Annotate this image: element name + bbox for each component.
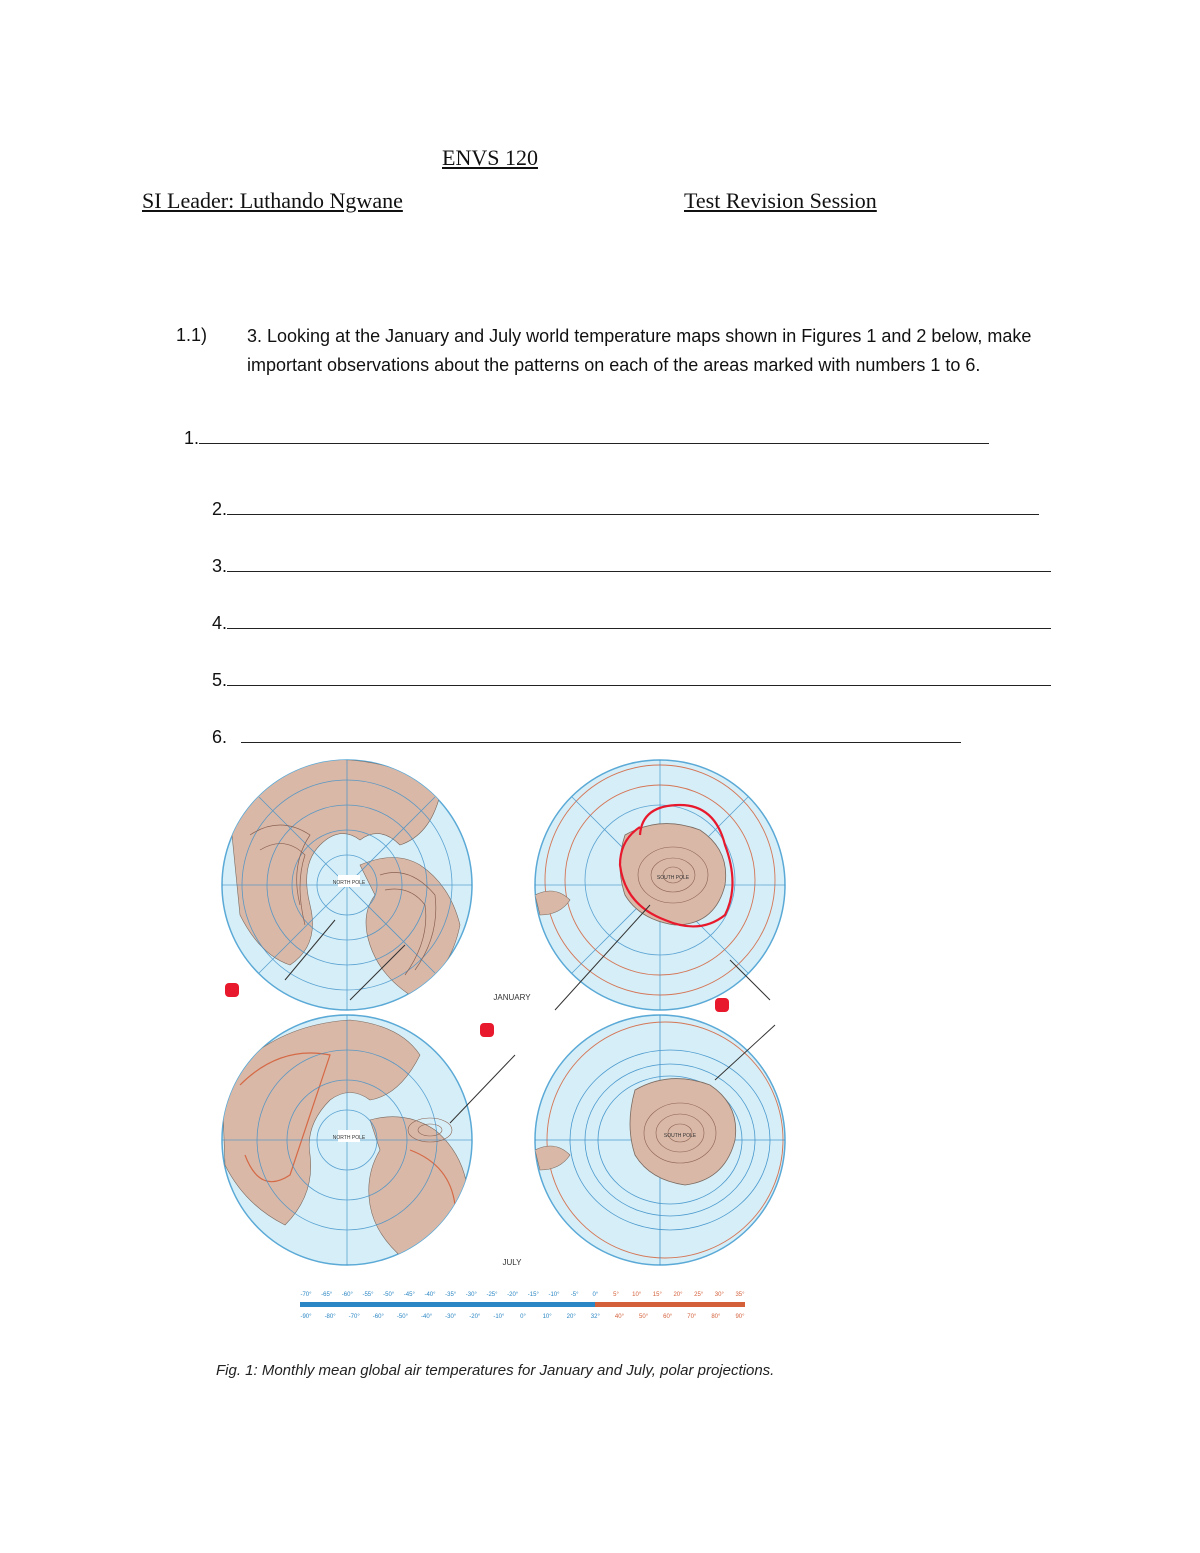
map-july-south	[535, 1015, 785, 1265]
celsius-tick-label: 10°	[632, 1292, 642, 1298]
celsius-tick-label: -35°	[445, 1292, 457, 1298]
answer-blank[interactable]	[241, 726, 961, 743]
si-leader-label: SI Leader: Luthando Ngwane	[142, 188, 403, 213]
fahrenheit-tick-label: -80°	[324, 1314, 336, 1320]
figure-caption: Fig. 1: Monthly mean global air temperatures for January and July, polar projections.	[216, 1362, 775, 1379]
marker-1	[225, 983, 239, 997]
south-pole-label-july: SOUTH POLE	[663, 1133, 697, 1139]
celsius-tick-label: -60°	[341, 1292, 353, 1298]
fahrenheit-tick-label: 60°	[663, 1314, 673, 1320]
fahrenheit-tick-label: 20°	[566, 1314, 576, 1320]
answer-number: 4.	[212, 613, 228, 633]
answer-number: 6.	[212, 727, 228, 747]
answer-blank[interactable]	[227, 498, 1039, 515]
celsius-tick-label: -45°	[403, 1292, 415, 1298]
temperature-scale	[300, 1292, 745, 1320]
question-number: 1.1)	[176, 325, 208, 345]
fahrenheit-tick-label: -70°	[348, 1314, 360, 1320]
fahrenheit-tick-label: 80°	[711, 1314, 721, 1320]
map-january-south	[535, 760, 785, 1010]
fahrenheit-tick-label: 10°	[542, 1314, 552, 1320]
north-pole-label: NORTH POLE	[332, 880, 366, 886]
answer-line-1[interactable]	[184, 427, 989, 449]
answer-blank[interactable]	[199, 427, 989, 444]
celsius-tick-label: 25°	[694, 1292, 704, 1298]
fahrenheit-tick-label: 32°	[590, 1314, 600, 1320]
marker-2	[480, 1023, 494, 1037]
celsius-tick-label: -70°	[300, 1292, 312, 1298]
january-label: JANUARY	[493, 993, 531, 1002]
course-title: ENVS 120	[442, 145, 538, 170]
celsius-tick-label: -50°	[383, 1292, 395, 1298]
answer-line-2[interactable]	[212, 498, 1039, 520]
fahrenheit-tick-label: -30°	[445, 1314, 457, 1320]
celsius-tick-label: 35°	[735, 1292, 745, 1298]
session-title: Test Revision Session	[684, 188, 877, 213]
fahrenheit-tick-label: -50°	[396, 1314, 408, 1320]
celsius-tick-label: -30°	[465, 1292, 477, 1298]
north-pole-label-july: NORTH POLE	[332, 1135, 366, 1141]
question-text: 3. Looking at the January and July world temperature maps shown in Figures 1 and 2 below, make important observations about the patterns on each of the areas marked with numbers 1 to 6.	[247, 326, 1032, 375]
celsius-tick-label: -55°	[362, 1292, 374, 1298]
celsius-tick-label: 5°	[613, 1292, 619, 1298]
answer-blank[interactable]	[227, 555, 1051, 572]
fahrenheit-tick-label: 70°	[687, 1314, 697, 1320]
celsius-tick-label: -20°	[507, 1292, 519, 1298]
fahrenheit-tick-label: 0°	[520, 1314, 526, 1320]
fahrenheit-tick-label: 40°	[614, 1314, 624, 1320]
answer-line-6[interactable]	[212, 726, 961, 748]
celsius-tick-label: -40°	[424, 1292, 436, 1298]
answer-number: 1.	[184, 428, 200, 448]
celsius-tick-label: -5°	[570, 1292, 579, 1298]
celsius-tick-label: 30°	[714, 1292, 724, 1298]
fahrenheit-tick-label: 50°	[639, 1314, 649, 1320]
celsius-tick-label: 20°	[673, 1292, 683, 1298]
answer-line-5[interactable]	[212, 669, 1051, 691]
fahrenheit-tick-label: -10°	[493, 1314, 505, 1320]
fahrenheit-tick-label: -20°	[469, 1314, 481, 1320]
temperature-maps-figure	[210, 755, 810, 1345]
answer-blank[interactable]	[227, 612, 1051, 629]
july-label: JULY	[502, 1258, 522, 1267]
answer-number: 3.	[212, 556, 228, 576]
answer-number: 5.	[212, 670, 228, 690]
celsius-tick-label: 0°	[592, 1292, 599, 1298]
south-pole-label: SOUTH POLE	[656, 875, 690, 881]
celsius-tick-label: -10°	[548, 1292, 560, 1298]
celsius-tick-label: -25°	[486, 1292, 498, 1298]
map-january-north	[222, 760, 472, 1010]
answer-line-4[interactable]	[212, 612, 1051, 634]
fahrenheit-tick-label: -90°	[300, 1314, 312, 1320]
fahrenheit-tick-label: -60°	[372, 1314, 384, 1320]
fahrenheit-tick-label: 90°	[735, 1314, 745, 1320]
answer-blank[interactable]	[227, 669, 1051, 686]
answer-number: 2.	[212, 499, 228, 519]
map-july-north	[222, 1015, 515, 1265]
celsius-tick-label: 15°	[652, 1292, 662, 1298]
fahrenheit-tick-label: -40°	[421, 1314, 433, 1320]
celsius-tick-label: -65°	[321, 1292, 333, 1298]
answer-line-3[interactable]	[212, 555, 1051, 577]
marker-3	[715, 998, 729, 1012]
celsius-tick-label: -15°	[527, 1292, 539, 1298]
